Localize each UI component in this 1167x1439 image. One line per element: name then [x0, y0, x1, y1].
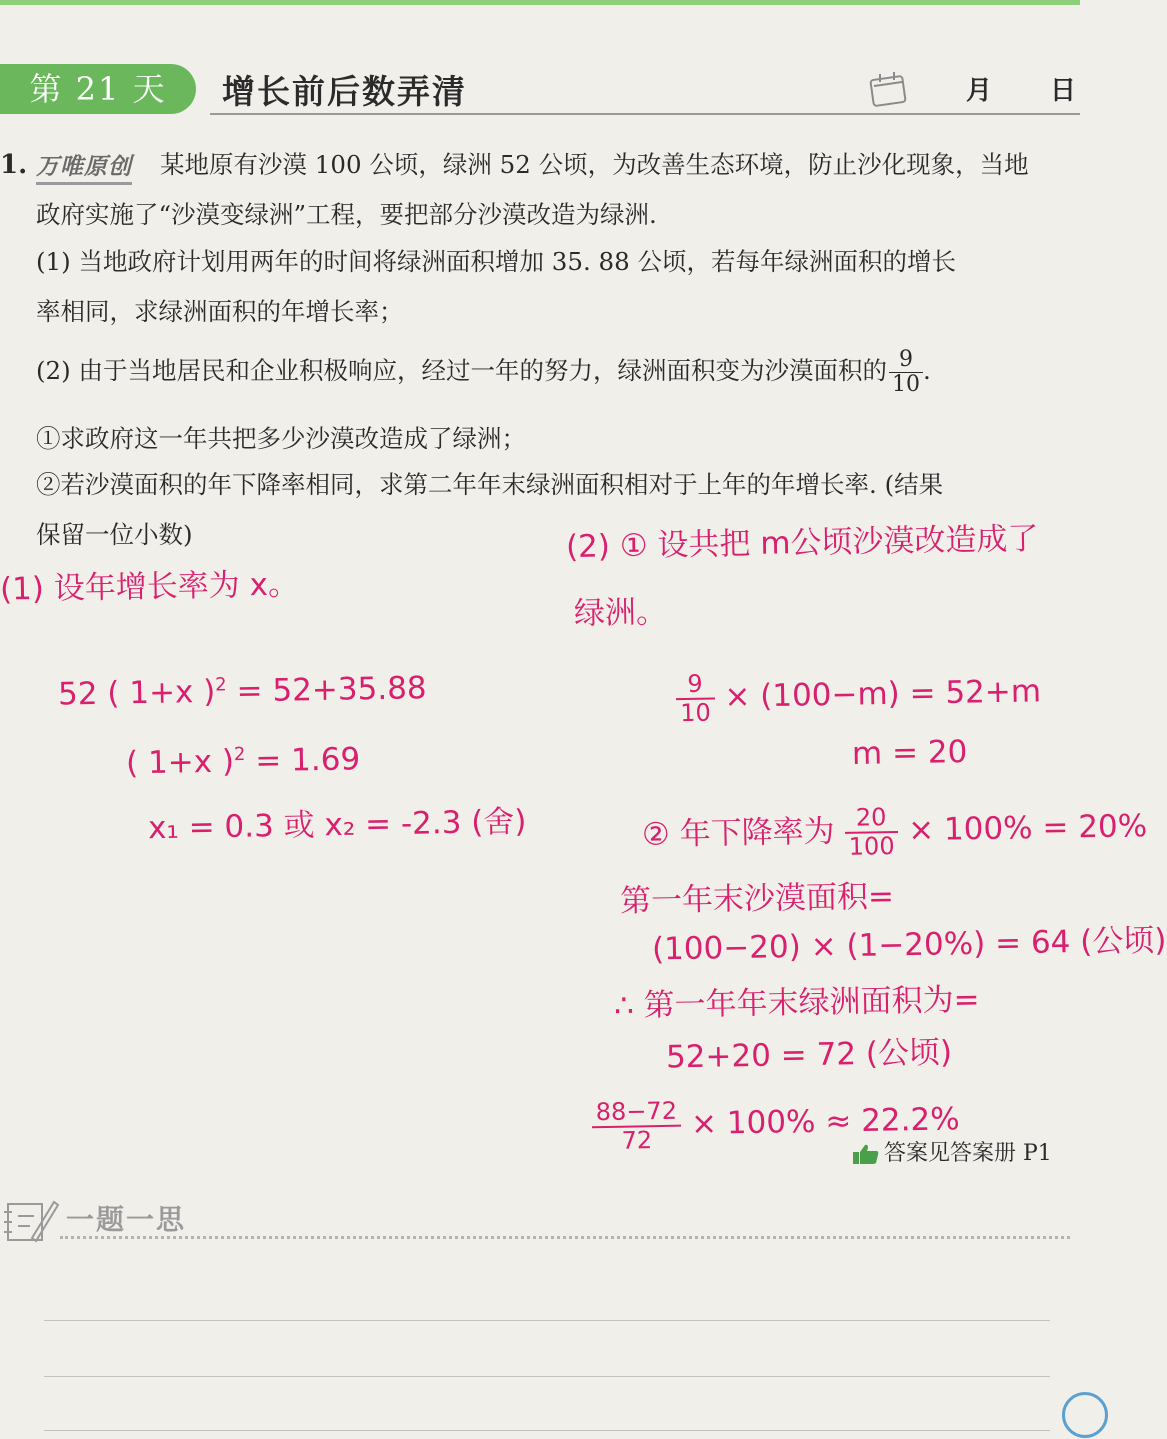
- sub-question-1: ①求政府这一年共把多少沙漠改造成了绿洲；: [36, 424, 526, 453]
- problem-intro-line2: 政府实施了“沙漠变绿洲”工程，要把部分沙漠改造为绿洲.: [36, 200, 657, 229]
- part2-text: (2) 由于当地居民和企业积极响应，经过一年的努力，绿洲面积变为沙漠面积的: [36, 356, 887, 385]
- sub-question-2-line1: ②若沙漠面积的年下降率相同，求第二年年末绿洲面积相对于上年的年增长率. (结果: [36, 470, 944, 499]
- writing-line-1: [44, 1320, 1050, 1321]
- hw-part1-intro: (1) 设年增长率为 x。: [0, 566, 300, 608]
- hw-eq-rest: × (100−m) = 52+m: [714, 673, 1042, 716]
- hw-part2-intro-line2: 绿洲。: [573, 594, 668, 632]
- hw-eq1-rest: = 52+35.88: [226, 670, 427, 710]
- hw-eq2-base: ( 1+x ): [125, 743, 235, 782]
- reflection-label: 一题一思: [66, 1203, 187, 1236]
- hw-fraction-den: 10: [680, 698, 712, 728]
- hw-rate-rest: × 100% = 20%: [897, 808, 1148, 849]
- hw-rate-label: ② 年下降率为: [641, 813, 835, 853]
- hw-part2-rate: [642, 800, 1148, 865]
- calendar-icon: [866, 70, 910, 108]
- hw-rate-num: 20: [844, 804, 898, 834]
- hw-rate-den: 100: [848, 832, 895, 861]
- answer-reference-text: 答案见答案册 P1: [884, 1141, 1052, 1166]
- hw-final-fraction: [592, 1098, 682, 1156]
- problem-intro-line1: 某地原有沙漠 100 公顷，绿洲 52 公顷，为改善生态环境，防止沙化现象，当地: [160, 150, 1029, 179]
- hw-final-num: 88−72: [592, 1098, 682, 1129]
- hw-eq1-exponent: 2: [215, 674, 227, 696]
- day-label: 日: [1050, 76, 1077, 106]
- top-accent-line: [0, 0, 1080, 5]
- fraction-denominator: 10: [892, 372, 920, 397]
- sub-question-2-line2: 保留一位小数): [36, 520, 193, 549]
- corner-circle-decoration: [1062, 1392, 1108, 1438]
- writing-line-3: [44, 1430, 1050, 1431]
- hw-part1-equation1: [58, 665, 427, 712]
- fraction-numerator: 9: [889, 348, 923, 373]
- hw-fraction-num: 9: [676, 671, 715, 701]
- page-title: 增长前后数弄清: [222, 72, 467, 111]
- source-tag: 万唯原创: [36, 148, 132, 185]
- hw-part1-equation2: [126, 736, 361, 780]
- hw-part2-m-value: m = 20: [851, 733, 968, 773]
- dotted-divider: [60, 1236, 1070, 1239]
- day-tab: 第 21 天: [0, 64, 196, 114]
- hw-final-rest: × 100% ≈ 22.2%: [680, 1101, 960, 1143]
- hw-rate-fraction: [844, 804, 899, 861]
- part2-line: [36, 348, 931, 397]
- writing-line-2: [44, 1376, 1050, 1377]
- hw-part2-equation: [676, 665, 1042, 727]
- thumbs-up-icon: [852, 1143, 880, 1165]
- hw-final-den: 72: [621, 1126, 653, 1155]
- hw-fraction: [676, 671, 716, 728]
- part1-line1: (1) 当地政府计划用两年的时间将绿洲面积增加 35. 88 公顷，若每年绿洲面积的增长: [36, 247, 956, 276]
- part2-fraction: [889, 348, 923, 397]
- hw-desert-area-label: 第一年末沙漠面积=: [619, 878, 895, 920]
- answer-reference: [852, 1136, 1052, 1167]
- part1-line2: 率相同，求绿洲面积的年增长率；: [36, 297, 404, 326]
- hw-eq1-base: 52 ( 1+x ): [57, 673, 216, 713]
- hw-oasis-area-equation: 52+20 = 72 (公顷): [665, 1034, 953, 1076]
- hw-desert-area-equation: (100−20) × (1−20%) = 64 (公顷): [651, 922, 1167, 968]
- hw-part1-solution: x₁ = 0.3 或 x₂ = -2.3 (舍): [147, 803, 527, 847]
- month-label: 月: [966, 76, 993, 106]
- hw-oasis-area-label: ∴ 第一年年末绿洲面积为=: [613, 981, 980, 1025]
- notebook-pen-icon: [2, 1196, 60, 1248]
- hw-part2-intro-line1: (2) ① 设共把 m公顷沙漠改造成了: [565, 520, 1039, 566]
- hw-eq2-rest: = 1.69: [245, 741, 361, 780]
- question-number: 1.: [0, 150, 28, 180]
- title-underline: [210, 113, 1080, 115]
- hw-eq2-exponent: 2: [233, 743, 246, 766]
- part2-end: .: [923, 356, 931, 385]
